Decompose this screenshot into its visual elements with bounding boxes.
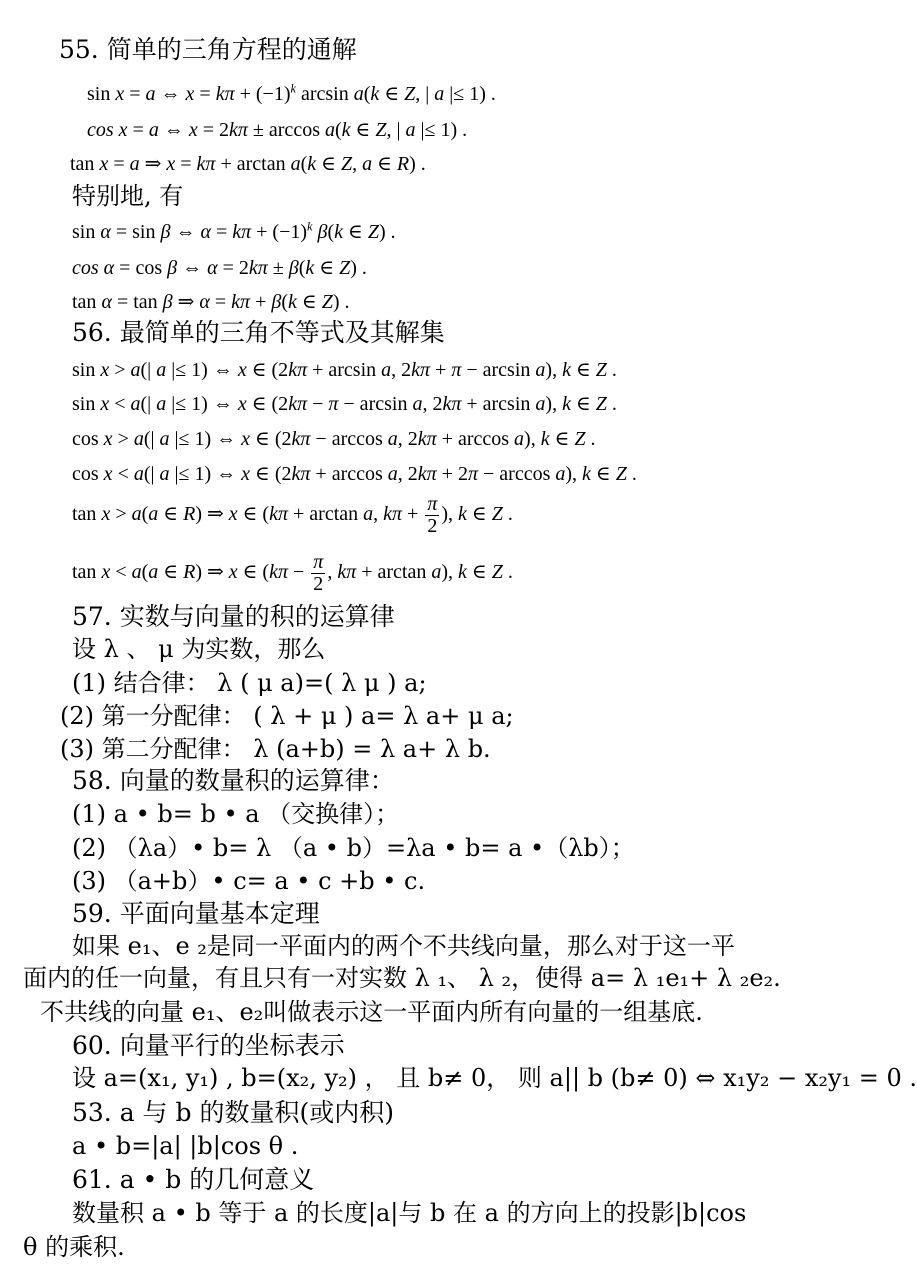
formula-55-2: cos x = a ⇔ x = 2kπ ± arccos a(k ∈ Z, | a |≤ 1) . [87, 119, 468, 141]
s57-item-2: (2) 第一分配律： ( λ + μ ) a= λ a+ μ a; [60, 702, 514, 730]
heading-55: 55. 简单的三角方程的通解 [59, 35, 357, 64]
s57-item-3: (3) 第二分配律： λ (a+b) = λ a+ λ b. [60, 735, 491, 763]
s57-item-1: (1) 结合律： λ ( μ a)=( λ μ ) a; [72, 669, 427, 697]
s57-intro: 设 λ 、 μ 为实数，那么 [72, 635, 326, 663]
formula-55-4: sin α = sin β ⇔ $\alpha = k\pi + (-1)^k$ β(k ∈ Z) . [72, 219, 396, 243]
formula-56-3: cos x > a(| a |≤ 1) ⇔ x ∈ (2kπ − arccos a, 2kπ + arccos a), k ∈ Z . [72, 428, 596, 450]
heading-56: 56. 最简单的三角不等式及其解集 [72, 318, 445, 347]
heading-60: 60. 向量平行的坐标表示 [72, 1031, 345, 1060]
formula-56-4: cos x < a(| a |≤ 1) ⇔ x ∈ (2kπ + arccos a, 2kπ + 2π − arccos a), k ∈ Z . [72, 463, 637, 485]
s53-body: a • b=|a| |b|cos θ . [72, 1132, 299, 1160]
heading-57: 57. 实数与向量的积的运算律 [72, 602, 395, 631]
s61-para-2: θ 的乘积. [23, 1233, 125, 1261]
formula-56-1: sin x > a(| a |≤ 1) ⇔ x ∈ (2kπ + arcsin a, 2kπ + π − arcsin a), k ∈ Z . [72, 359, 617, 381]
s58-item-3: (3) （a+b）• c= a • c +b • c. [72, 867, 426, 895]
s59-para-3: 不共线的向量 e₁、e₂叫做表示这一平面内所有向量的一组基底. [40, 998, 703, 1026]
formula-55-6: tan α = tan β ⇒ α = kπ + β(k ∈ Z) . [72, 291, 350, 313]
s60-body: 设 a=(x₁, y₁) , b=(x₂, y₂) ， 且 b≠ 0， 则 a|| b (b≠ 0) ⇔ x₁y₂ − x₂y₁ = 0 . [72, 1064, 917, 1092]
heading-59: 59. 平面向量基本定理 [72, 899, 320, 928]
formula-55-5: cos α = cos β ⇔ α = 2kπ ± β(k ∈ Z) . [72, 257, 367, 279]
s58-item-1: (1) a • b= b • a （交换律）； [72, 800, 400, 828]
heading-58: 58. 向量的数量积的运算律： [72, 766, 395, 795]
s58-item-2: (2) （λa）• b= λ （a • b）=λa • b= a •（λb）； [72, 834, 635, 862]
formula-55-3: tan x = a ⇒ x = kπ + arctan a(k ∈ Z, a ∈ R) . [70, 153, 426, 175]
s59-para-1: 如果 e₁、e ₂是同一平面内的两个不共线向量，那么对于这一平 [72, 932, 735, 960]
heading-53: 53. a 与 b 的数量积(或内积) [72, 1098, 394, 1127]
heading-61: 61. a • b 的几何意义 [72, 1165, 315, 1194]
formula-55-1: sin x = a ⇔ $x = k\pi + (-1)^k$ arcsin a(k ∈ Z, | a |≤ 1) . [87, 81, 496, 105]
formula-56-6: tan x < a(a ∈ R) ⇒ x ∈ (kπ − $\frac{\pi}{2}$ , kπ + arctan a), k ∈ Z . [72, 551, 513, 595]
s59-para-2: 面内的任一向量，有且只有一对实数 λ ₁、 λ ₂，使得 a= λ ₁e₁+ λ ₂e₂. [23, 964, 781, 992]
formula-56-5: tan x > a(a ∈ R) ⇒ x ∈ (kπ + arctan a, kπ + $\frac{\pi}{2}$ ), k ∈ Z . [72, 493, 513, 537]
s61-para-1: 数量积 a • b 等于 a 的长度|a|与 b 在 a 的方向上的投影|b|cos [72, 1199, 747, 1227]
special-label: 特别地, 有 [72, 182, 184, 210]
formula-56-2: sin x < a(| a |≤ 1) ⇔ x ∈ (2kπ − π − arcsin a, 2kπ + arcsin a), k ∈ Z . [72, 393, 617, 415]
